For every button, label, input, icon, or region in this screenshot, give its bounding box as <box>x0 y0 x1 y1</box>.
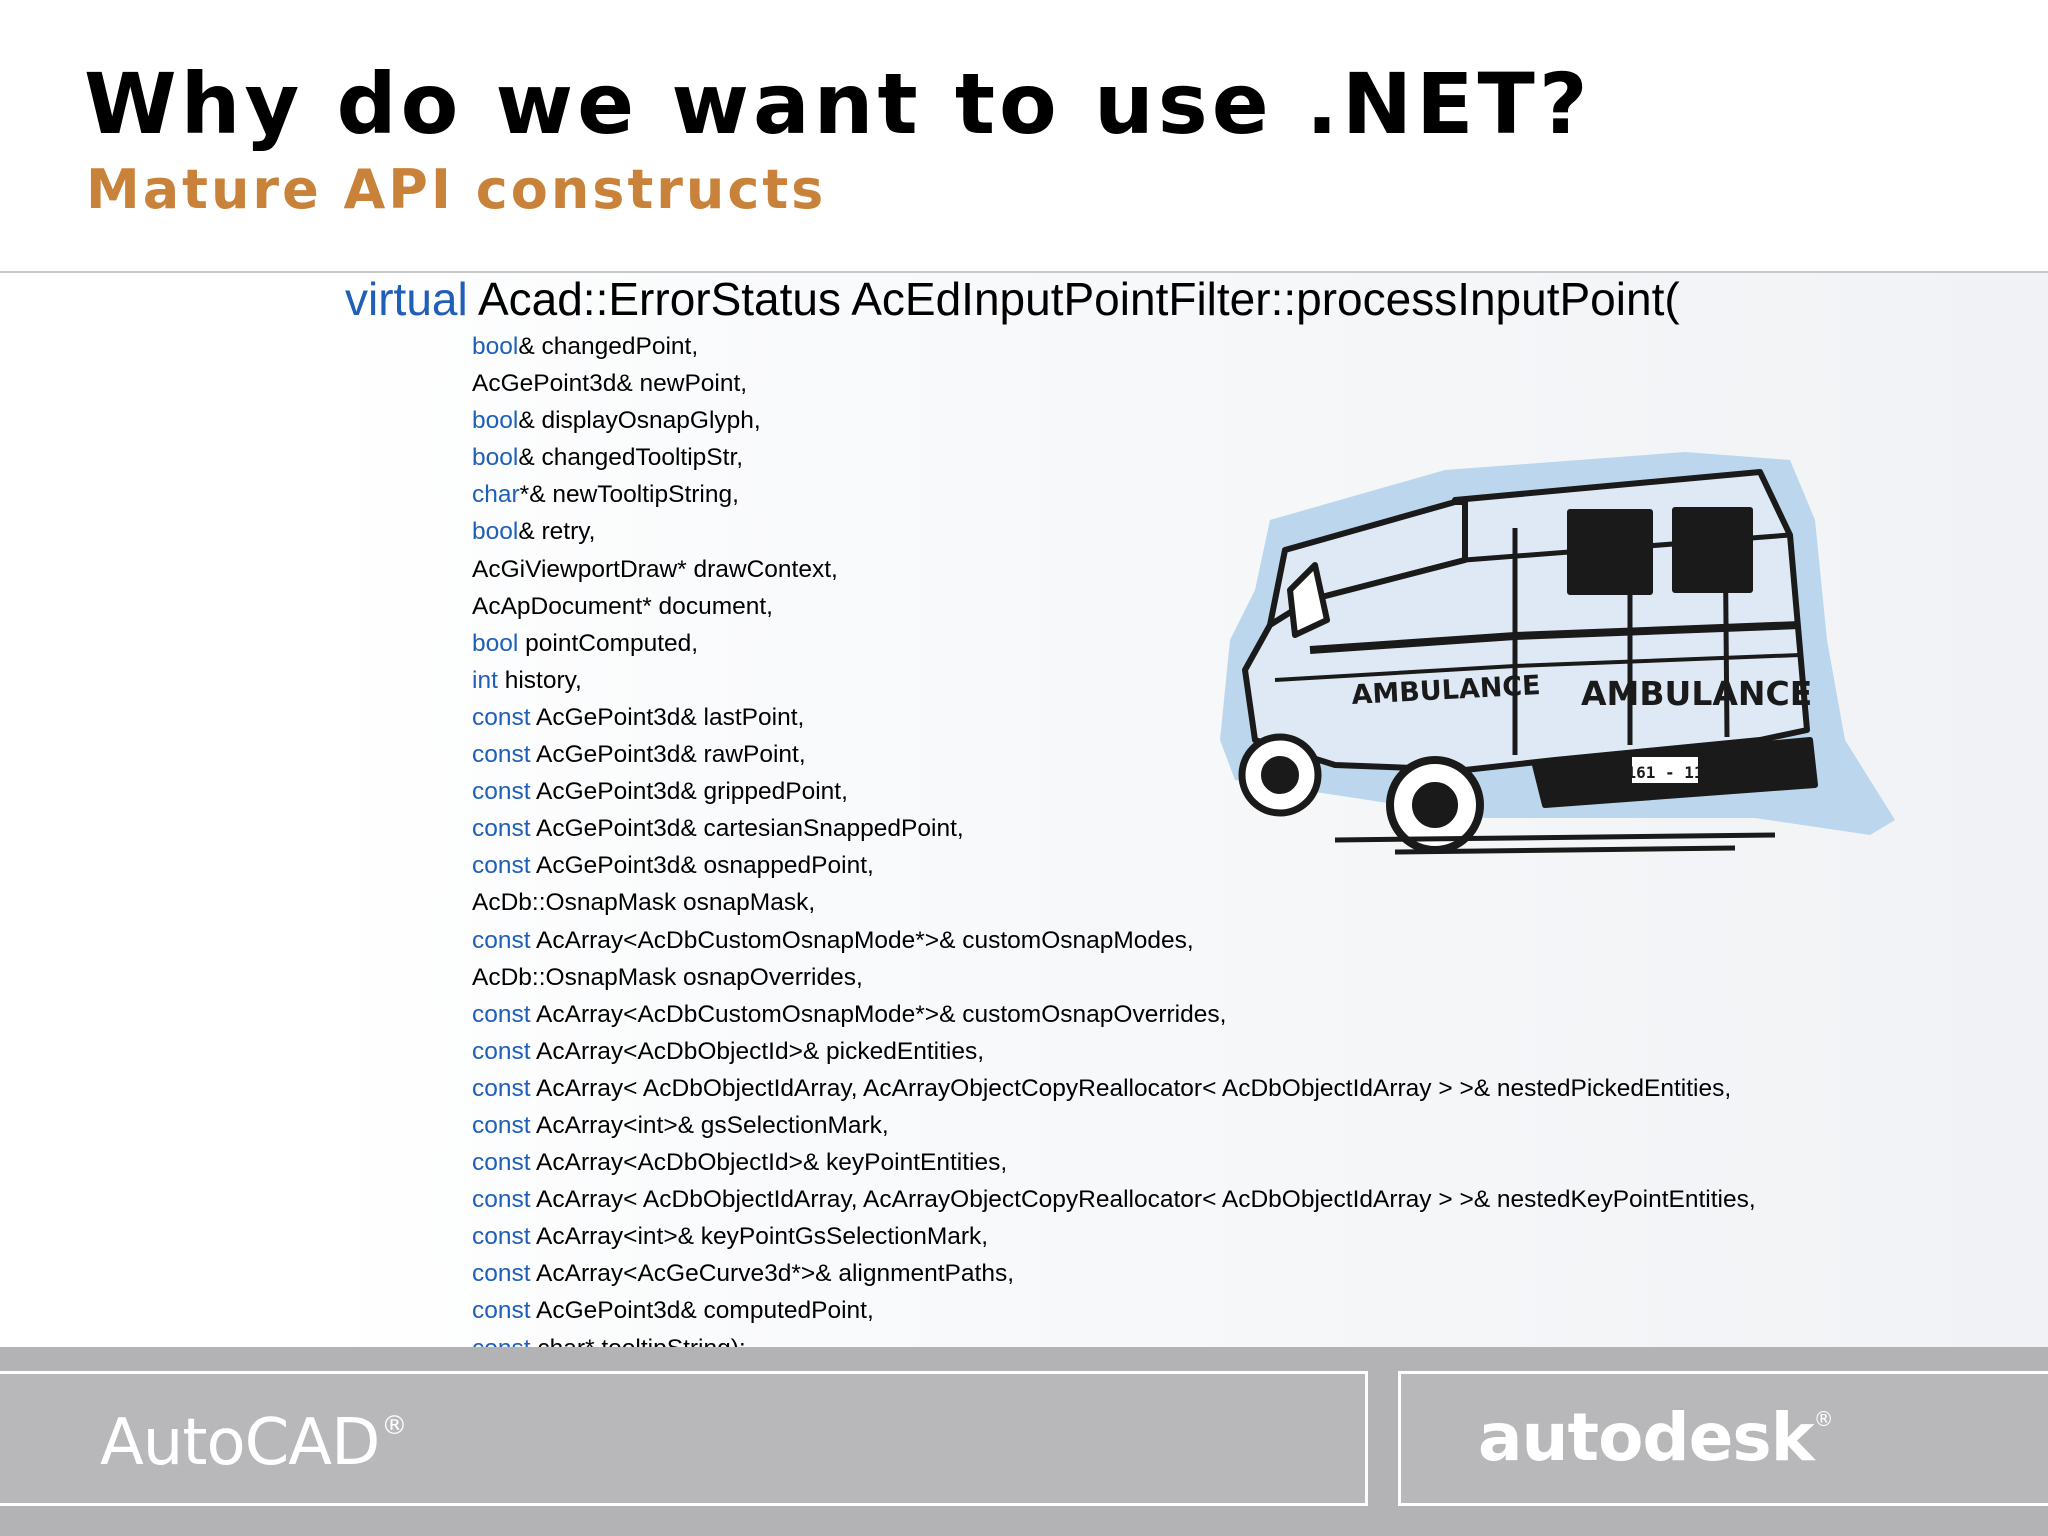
code-text: AcGePoint3d& osnappedPoint, <box>530 852 874 880</box>
keyword: const <box>472 1297 531 1325</box>
autodesk-wordmark: autodesk <box>1478 1399 1814 1476</box>
code-text: AcArray<int>& keyPointGsSelectionMark, <box>530 1223 989 1251</box>
footer-bar <box>0 1347 2048 1536</box>
code-text: AcArray<int>& gsSelectionMark, <box>530 1111 889 1139</box>
code-text: *& newTooltipString, <box>519 481 739 509</box>
rear-window-right <box>1675 510 1750 590</box>
shadow <box>1335 835 1775 852</box>
method-signature <box>345 273 1680 325</box>
registered-mark: ® <box>381 1411 407 1441</box>
keyword: const <box>472 1000 531 1028</box>
code-text: AcGePoint3d& computedPoint, <box>530 1297 874 1325</box>
keyword: const <box>472 815 531 843</box>
code-line <box>472 1292 1756 1329</box>
keyword: const <box>472 1223 531 1251</box>
code-line <box>472 365 1756 402</box>
keyword: virtual <box>345 273 468 325</box>
keyword: const <box>472 1074 531 1102</box>
code-text: AcArray<AcDbCustomOsnapMode*>& customOsnapOverrides, <box>530 1000 1227 1028</box>
code-text: AcGePoint3d& lastPoint, <box>530 703 805 731</box>
signature-text: Acad::ErrorStatus AcEdInputPointFilter::processInputPoint( <box>467 273 1680 325</box>
ambulance-icon <box>1215 440 1895 890</box>
code-text: AcGePoint3d& cartesianSnappedPoint, <box>530 815 964 843</box>
keyword: char <box>472 481 520 509</box>
keyword: const <box>472 1186 531 1214</box>
code-line <box>472 402 1756 439</box>
keyword: bool <box>472 444 519 472</box>
keyword: const <box>472 778 531 806</box>
code-text: AcArray< AcDbObjectIdArray, AcArrayObjectCopyReallocator< AcDbObjectIdArray > >& nestedPickedEntities, <box>530 1074 1732 1102</box>
code-line <box>472 1218 1756 1255</box>
code-text: pointComputed, <box>518 629 699 657</box>
keyword: const <box>472 1037 531 1065</box>
code-text: AcApDocument* document, <box>472 592 773 620</box>
code-text: & changedTooltipStr, <box>518 444 744 472</box>
keyword: const <box>472 926 531 954</box>
code-line <box>472 922 1756 959</box>
keyword: const <box>472 852 531 880</box>
code-text: & displayOsnapGlyph, <box>518 407 761 435</box>
code-text: AcGePoint3d& rawPoint, <box>530 741 806 769</box>
registered-mark: ® <box>1813 1407 1833 1431</box>
keyword: bool <box>472 629 519 657</box>
keyword: bool <box>472 518 519 546</box>
code-line <box>472 996 1756 1033</box>
code-text: AcArray<AcGeCurve3d*>& alignmentPaths, <box>530 1260 1015 1288</box>
code-line <box>472 1107 1756 1144</box>
code-text: AcGiViewportDraw* drawContext, <box>472 555 838 583</box>
code-text: AcArray<AcDbObjectId>& pickedEntities, <box>530 1037 985 1065</box>
autocad-logo <box>100 1406 407 1480</box>
code-text: AcArray< AcDbObjectIdArray, AcArrayObjectCopyReallocator< AcDbObjectIdArray > >& nestedKeyPointEntities, <box>530 1186 1756 1214</box>
code-text: AcGePoint3d& grippedPoint, <box>530 778 848 806</box>
code-text: AcArray<AcDbObjectId>& keyPointEntities, <box>530 1149 1008 1177</box>
keyword: const <box>472 1260 531 1288</box>
keyword: bool <box>472 333 519 360</box>
code-text: AcArray<AcDbCustomOsnapMode*>& customOsnapModes, <box>530 926 1194 954</box>
autodesk-logo <box>1478 1399 1833 1476</box>
code-line <box>472 959 1756 996</box>
license-plate-text: 161 - 11 <box>1626 763 1704 782</box>
rear-window-left <box>1570 512 1650 592</box>
code-line <box>472 1144 1756 1181</box>
ambulance-side-label: AMBULANCE <box>1350 670 1542 711</box>
keyword: const <box>472 1111 531 1139</box>
code-text: & changedPoint, <box>518 333 699 360</box>
code-line <box>472 328 1756 365</box>
code-line <box>472 1255 1756 1292</box>
autocad-wordmark: AutoCAD <box>100 1406 380 1480</box>
keyword: int <box>472 666 498 694</box>
slide-title: Why do we want to use .NET? <box>84 55 1592 153</box>
keyword: const <box>472 703 531 731</box>
code-text: & retry, <box>518 518 596 546</box>
code-line <box>472 1070 1756 1107</box>
slide-subtitle: Mature API constructs <box>86 158 827 221</box>
code-text: history, <box>497 666 582 694</box>
code-line <box>472 1033 1756 1070</box>
code-text: AcGePoint3d& newPoint, <box>472 370 748 398</box>
keyword: bool <box>472 407 519 435</box>
keyword: const <box>472 1149 531 1177</box>
code-line <box>472 1181 1756 1218</box>
code-text: AcDb::OsnapMask osnapOverrides, <box>472 963 863 991</box>
code-text: AcDb::OsnapMask osnapMask, <box>472 889 816 917</box>
keyword: const <box>472 741 531 769</box>
ambulance-rear-label: AMBULANCE <box>1581 674 1813 713</box>
